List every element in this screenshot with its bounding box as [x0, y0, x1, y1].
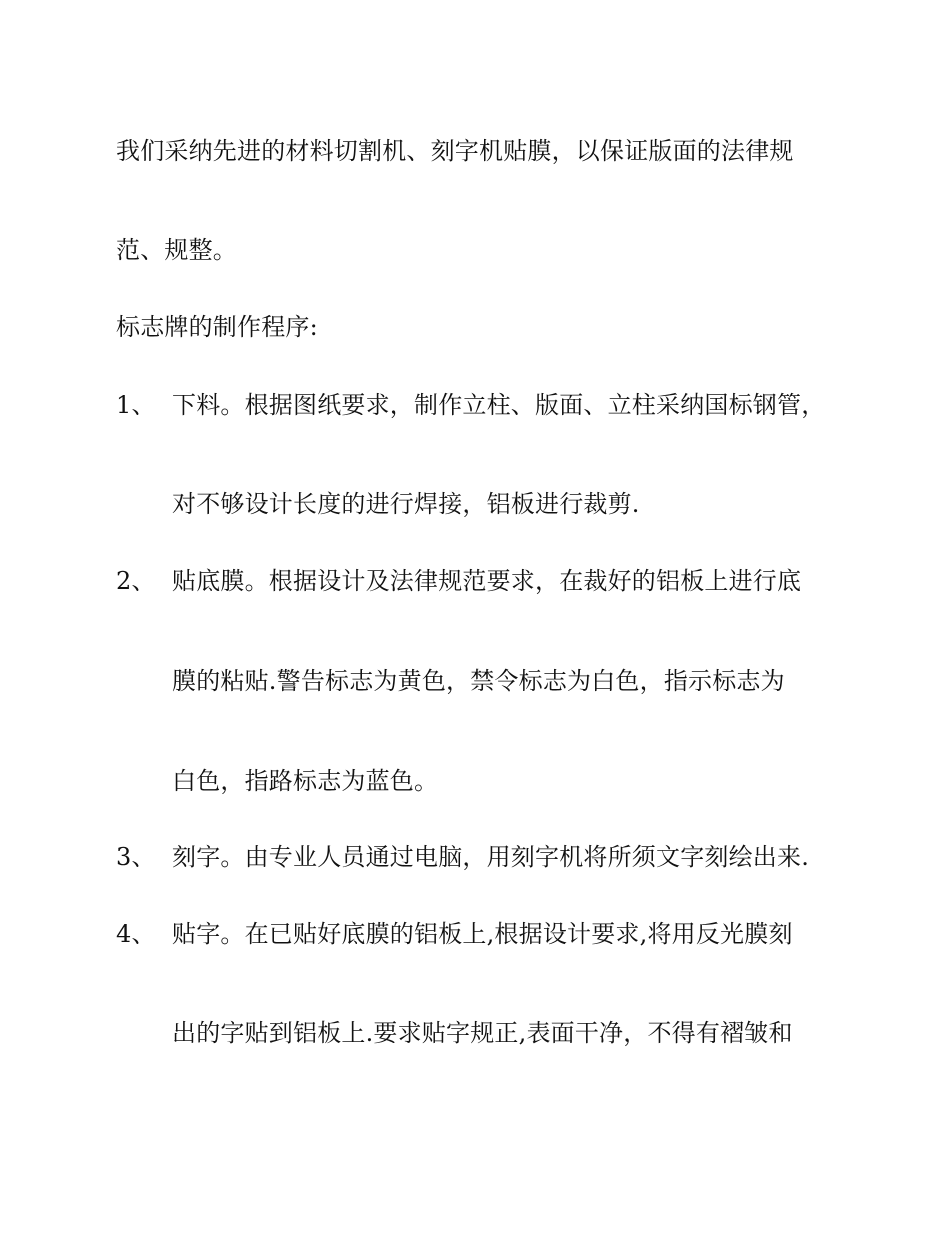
- step-2-number: 2、: [116, 567, 156, 595]
- step-2-line-2: 膜的粘贴.警告标志为黄色，禁令标志为白色，指示标志为: [172, 667, 785, 695]
- step-2-line-1: 贴底膜。根据设计及法律规范要求，在裁好的铝板上进行底: [172, 567, 802, 595]
- step-4-line-2: 出的字贴到铝板上.要求贴字规正,表面干净，不得有褶皱和: [172, 1019, 793, 1047]
- section-heading: 标志牌的制作程序:: [116, 313, 318, 341]
- step-1-number: 1、: [116, 391, 156, 419]
- step-3-line-1: 刻字。由专业人员通过电脑，用刻字机将所须文字刻绘出来.: [172, 843, 810, 871]
- step-1-line-1: 下料。根据图纸要求，制作立柱、版面、立柱采纳国标钢管，: [172, 391, 826, 419]
- step-4-line-1: 贴字。在已贴好底膜的铝板上,根据设计要求,将用反光膜刻: [172, 920, 793, 948]
- intro-line-2: 范、规整。: [116, 236, 237, 264]
- step-1-line-2: 对不够设计长度的进行焊接，铝板进行裁剪.: [172, 490, 640, 518]
- step-3-number: 3、: [116, 843, 156, 871]
- step-2-line-3: 白色，指路标志为蓝色。: [172, 767, 439, 795]
- intro-line-1: 我们采纳先进的材料切割机、刻字机贴膜，以保证版面的法律规: [116, 137, 794, 165]
- step-4-number: 4、: [116, 920, 156, 948]
